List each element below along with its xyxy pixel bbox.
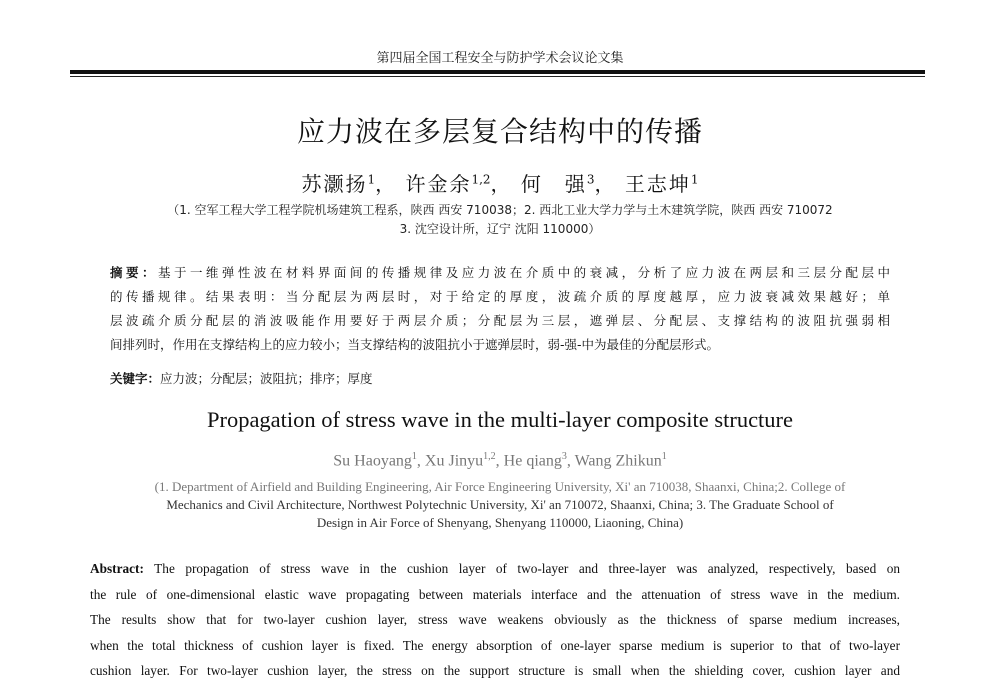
paper-title-en: Propagation of stress wave in the multi-layer composite structure [206,407,794,432]
affiliation-cn [60,201,940,239]
abstract-en-line: the rule of one-dimensional elastic wave propagating between materials interface and the attenuation of stress wave in the medium. [90,586,900,602]
header-rule-thin [70,76,925,77]
author-en-name: Wang Zhikun [574,452,662,470]
abstract-en-line: The results show that for two-layer cushion layer, stress wave weakens obviously as the thickness of sparse medium increases, [90,612,900,627]
abstract-en-line: cushion layer. For two-layer cushion layer, the stress on the support structure is small when the shielding cover, cushion layer and [90,663,900,678]
abstract-cn-line: 的传播规律。结果表明：当分配层为两层时，对于给定的厚度，波疏介质的厚度越厚，应力波衰减效果越好；单 [110,289,890,304]
author-en-name: Su Haoyang [333,452,412,470]
abstract-cn-text: 基于一维弹性波在材料界面间的传播规律及应力波在介质中的衰减，分析了应力波在两层和三层分配层中 [157,265,890,280]
author-en-name: He qiang [503,452,562,470]
affiliation-cn-line: （1. 空军工程大学工程学院机场建筑工程系，陕西 西安 710038；2. 西北工业大学力学与土木建筑学院，陕西 西安 710072 [167,203,833,217]
abstract-cn-line [110,261,890,285]
author-cn-sup: 1 [690,172,699,187]
keywords-cn-label: 关键字： [110,371,161,386]
abstract-en-line: when the total thickness of cushion layer is fixed. The energy absorption of one-layer sparse medium is superior to that of two-layer [90,637,900,653]
header-rule-thick [70,70,925,74]
running-header: 第四届全国工程安全与防护学术会议论文集 [376,51,624,66]
abstract-cn-label: 摘要： [110,265,158,280]
abstract-en [90,556,900,684]
author-en-name: Xu Jinyu [424,452,484,470]
authors-en: Su Haoyang$^1$, Xu Jinyu$^{1,2}$, He qiang$^3$, Wang Zhikun$^1$ [333,451,667,470]
affiliation-en-line: Design in Air Force of Shenyang, Shenyang 110000, Liaoning, China) [316,515,684,530]
abstract-en-text: The propagation of stress wave in the cushion layer of two-layer and three-layer was analyzed, respectively, based on [154,561,900,576]
abstract-en-line [90,556,900,582]
authors-cn: 苏灏扬$^1$， 许金余$^{1,2}$， 何 强$^3$， 王志坤$^1$ [301,172,699,196]
author-cn-name: 王志坤 [624,172,691,196]
paper-title-cn: 应力波在多层复合结构中的传播 [296,115,703,148]
author-cn-name: 苏灏扬 [301,172,368,196]
author-cn-sup: 1 [367,172,376,187]
abstract-cn-line: 层波疏介质分配层的消波吸能作用要好于两层介质；分配层为三层，遮弹层、分配层、支撑结构的波阻抗强弱相 [110,313,890,328]
author-cn-sup: 3 [586,172,595,187]
keywords-cn [110,369,890,389]
affiliation-cn-line: 3. 沈空设计所，辽宁 沈阳 110000） [399,222,601,236]
author-en-sup: 3 [561,451,567,462]
author-en-sup: 1 [661,451,667,462]
author-cn-name: 许金余 [405,172,472,196]
author-cn-sup: 1,2 [471,172,491,187]
author-en-sup: 1 [411,451,417,462]
author-cn-name: 何 强 [520,172,587,196]
affiliation-en-line: Mechanics and Civil Architecture, Northwest Polytechnic University, Xi' an 710072, Shaanxi, China; 3. The Graduate School of [166,497,834,512]
affiliation-en-line: (1. Department of Airfield and Building Engineering, Air Force Engineering University, Xi' an 710038, Shaanxi, China;2. College of [154,479,846,494]
abstract-en-label: Abstract: [90,561,144,576]
affiliation-en [68,478,932,532]
keywords-cn-text: 应力波；分配层；波阻抗；排序；厚度 [160,371,373,386]
abstract-cn [110,261,890,357]
abstract-cn-line: 间排列时，作用在支撑结构上的应力较小；当支撑结构的波阻抗小于遮弹层时，弱-强-中为最佳的分配层形式。 [110,337,720,352]
author-en-sup: 1,2 [483,451,496,462]
